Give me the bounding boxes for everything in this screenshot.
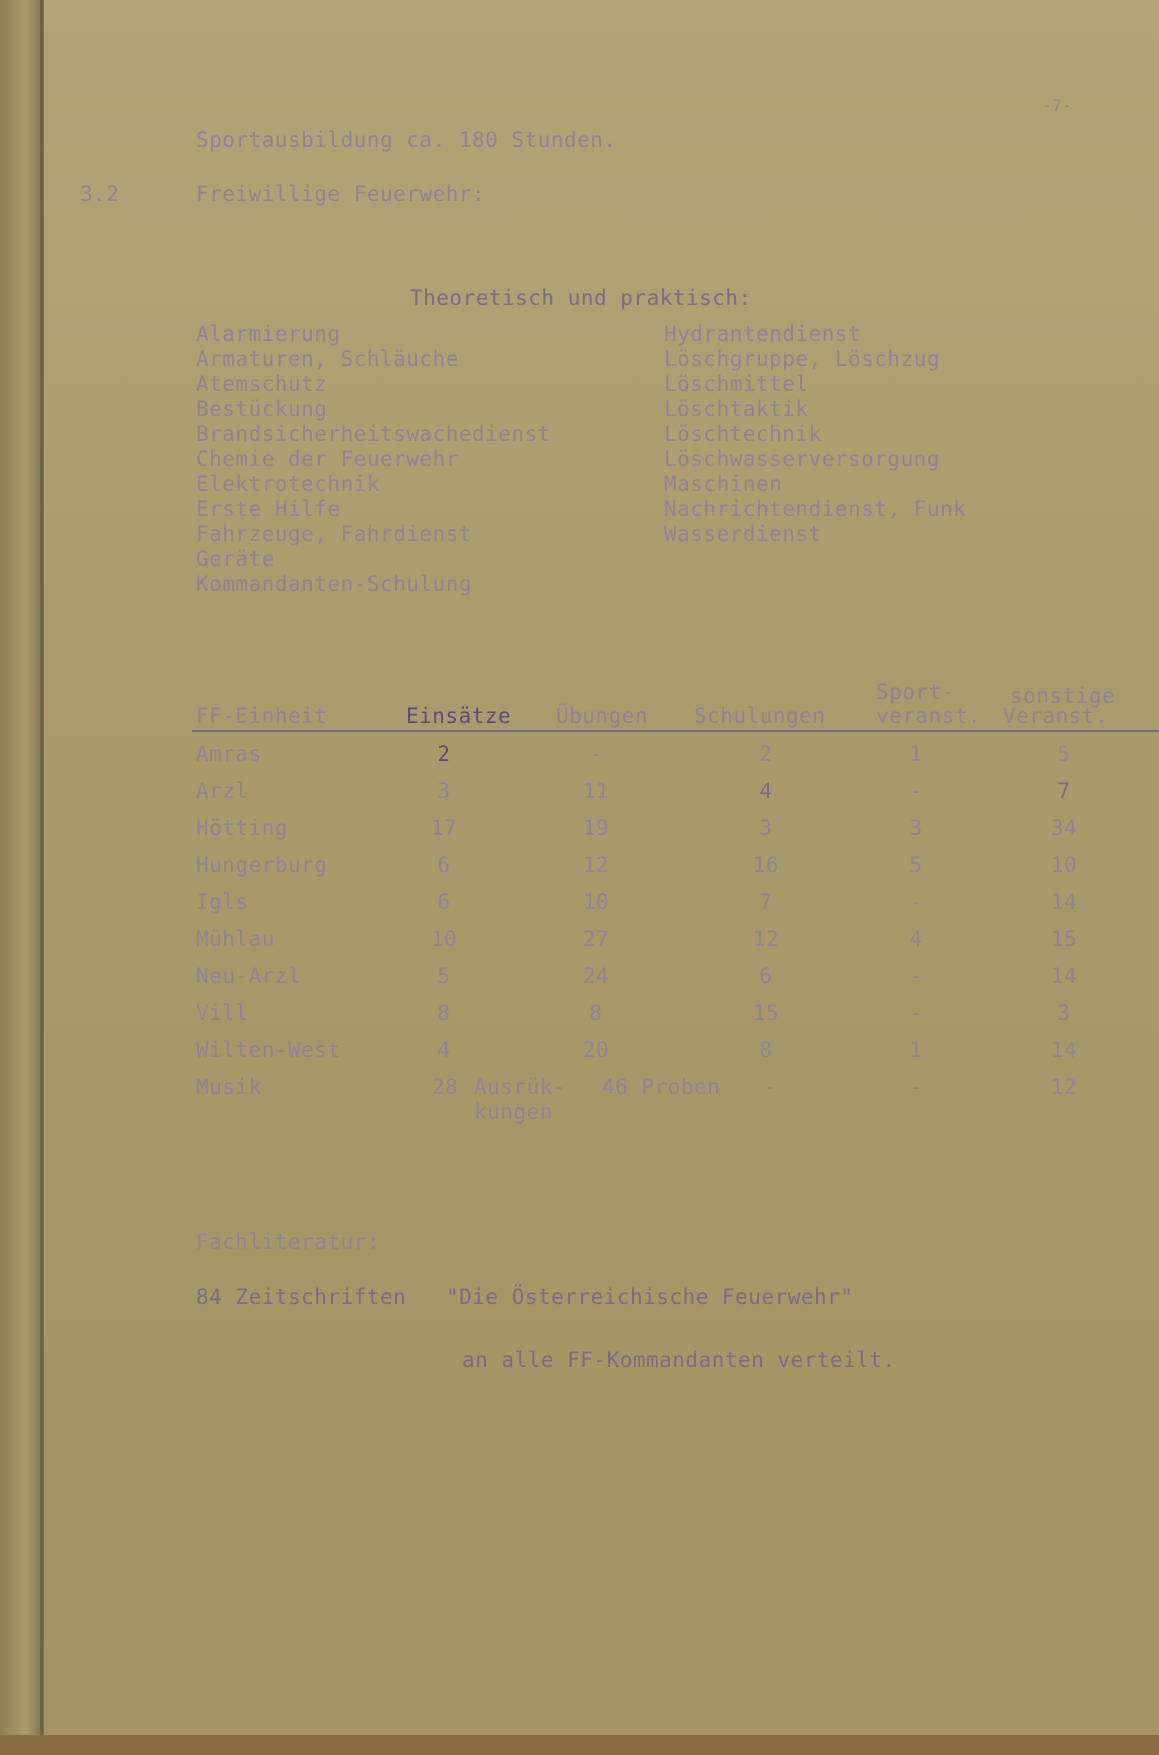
cell-sport: - xyxy=(909,890,923,914)
cell-schulungen: 6 xyxy=(759,964,773,988)
topic-left-item: Kommandanten-Schulung xyxy=(196,572,473,596)
cell-sport: 4 xyxy=(909,927,923,951)
topic-right-item: Nachrichtendienst, Funk xyxy=(664,497,967,521)
page-number: -7- xyxy=(1042,96,1073,115)
topic-left-item: Fahrzeuge, Fahrdienst xyxy=(196,522,473,546)
cell-uebungen: 24 xyxy=(582,964,610,988)
cell-uebungen: 19 xyxy=(582,816,610,840)
cell-schulungen: 16 xyxy=(752,853,780,877)
cell-unit: Arzl xyxy=(196,779,249,803)
header-unit: FF-Einheit xyxy=(196,704,328,728)
cell-uebungen: 10 xyxy=(582,890,610,914)
topic-right-item: Hydrantendienst xyxy=(664,322,862,346)
cell-uebungen: 8 xyxy=(589,1001,603,1025)
cell-unit: Neu-Arzl xyxy=(196,964,302,988)
cell-unit: Musik xyxy=(196,1075,262,1099)
topic-left-item: Brandsicherheitswachedienst xyxy=(196,422,551,446)
cell-sonstige: 7 xyxy=(1057,779,1071,803)
cell-einsaetze: 4 xyxy=(437,1038,451,1062)
cell-sonstige: 12 xyxy=(1050,1075,1078,1099)
cell-sport: 1 xyxy=(909,1038,923,1062)
cell-schulungen: 8 xyxy=(759,1038,773,1062)
cell-schulungen: 3 xyxy=(759,816,773,840)
cell-schulungen: 7 xyxy=(759,890,773,914)
cell-ausrueck-top: Ausrük- xyxy=(474,1075,567,1099)
cell-unit: Igls xyxy=(196,890,249,914)
cell-einsaetze: 5 xyxy=(437,964,451,988)
header-underline xyxy=(192,730,1159,732)
bottom-edge xyxy=(0,1735,1159,1755)
cell-unit: Amras xyxy=(196,742,262,766)
cell-ausrueck-bottom: kungen xyxy=(474,1100,553,1124)
cell-einsaetze: 28 xyxy=(432,1075,459,1099)
topic-left-item: Chemie der Feuerwehr xyxy=(196,447,459,471)
topic-right-item: Löschmittel xyxy=(664,372,809,396)
header-sonstige-bottom: Veranst. xyxy=(1003,704,1109,728)
cell-einsaetze: 17 xyxy=(430,816,458,840)
cell-unit: Vill xyxy=(196,1001,249,1025)
cell-schulungen: 2 xyxy=(759,742,773,766)
cell-unit: Mühlau xyxy=(196,927,275,951)
cell-sonstige: 3 xyxy=(1057,1001,1071,1025)
cell-sonstige: 14 xyxy=(1050,1038,1078,1062)
cell-uebungen: 12 xyxy=(582,853,610,877)
cell-unit: Hötting xyxy=(196,816,289,840)
topic-left-item: Armaturen, Schläuche xyxy=(196,347,459,371)
cell-sonstige: 34 xyxy=(1050,816,1078,840)
cell-unit: Hungerburg xyxy=(196,853,328,877)
topic-right-item: Maschinen xyxy=(664,472,783,496)
cell-einsaetze: 3 xyxy=(437,779,451,803)
cell-unit: Wilten-West xyxy=(196,1038,341,1062)
cell-uebungen: 20 xyxy=(582,1038,610,1062)
cell-schulungen: 4 xyxy=(759,779,773,803)
binding-edge xyxy=(0,0,44,1755)
literature-title: "Die Österreichische Feuerwehr" xyxy=(446,1285,854,1309)
cell-sport: 5 xyxy=(909,853,923,877)
topic-left-item: Erste Hilfe xyxy=(196,497,341,521)
cell-uebungen: 27 xyxy=(582,927,610,951)
topic-right-item: Löschtaktik xyxy=(664,397,809,421)
topic-left-item: Alarmierung xyxy=(196,322,341,346)
cell-uebungen: 11 xyxy=(582,779,610,803)
header-schulungen: Schulungen xyxy=(694,704,826,728)
header-sport-bottom: veranst. xyxy=(876,704,982,728)
section-number: 3.2 xyxy=(80,182,120,206)
topic-left-item: Elektrotechnik xyxy=(196,472,381,496)
cell-sonstige: 10 xyxy=(1050,853,1078,877)
header-sonstige-top: sonstige xyxy=(1010,684,1116,708)
intro-line: Sportausbildung ca. 180 Stunden. xyxy=(196,128,617,152)
binding-line xyxy=(40,0,43,1755)
cell-sport: - xyxy=(909,1001,923,1025)
literature-count: 84 Zeitschriften xyxy=(196,1285,407,1309)
cell-schulungen: - xyxy=(763,1075,777,1099)
cell-sport: - xyxy=(909,779,923,803)
literature-heading: Fachliteratur: xyxy=(196,1230,381,1254)
cell-einsaetze: 10 xyxy=(430,927,458,951)
cell-sport: - xyxy=(909,1075,923,1099)
cell-einsaetze: 6 xyxy=(437,853,451,877)
theory-heading: Theoretisch und praktisch: xyxy=(410,286,752,310)
topic-left-item: Geräte xyxy=(196,547,275,571)
section-title: Freiwillige Feuerwehr: xyxy=(196,182,486,206)
topic-right-item: Löschgruppe, Löschzug xyxy=(664,347,941,371)
header-einsaetze: Einsätze xyxy=(406,704,512,728)
cell-schulungen: 15 xyxy=(752,1001,780,1025)
cell-sonstige: 14 xyxy=(1050,964,1078,988)
literature-distribution: an alle FF-Kommandanten verteilt. xyxy=(462,1348,896,1372)
topic-left-item: Atemschutz xyxy=(196,372,328,396)
topic-left-item: Bestückung xyxy=(196,397,328,421)
topic-right-item: Löschwasserversorgung xyxy=(664,447,941,471)
cell-sport: - xyxy=(909,964,923,988)
cell-einsaetze: 2 xyxy=(437,742,451,766)
cell-schulungen: 12 xyxy=(752,927,780,951)
cell-sonstige: 5 xyxy=(1057,742,1071,766)
cell-proben: 46 Proben xyxy=(602,1075,721,1099)
cell-sonstige: 14 xyxy=(1050,890,1078,914)
cell-sport: 3 xyxy=(909,816,923,840)
header-uebungen: Übungen xyxy=(556,704,649,728)
cell-uebungen: - xyxy=(589,742,603,766)
cell-sonstige: 15 xyxy=(1050,927,1078,951)
cell-sport: 1 xyxy=(909,742,923,766)
cell-einsaetze: 8 xyxy=(437,1001,451,1025)
topic-right-item: Löschtechnik xyxy=(664,422,822,446)
header-sport-top: Sport- xyxy=(876,680,955,704)
cell-einsaetze: 6 xyxy=(437,890,451,914)
topic-right-item: Wasserdienst xyxy=(664,522,822,546)
